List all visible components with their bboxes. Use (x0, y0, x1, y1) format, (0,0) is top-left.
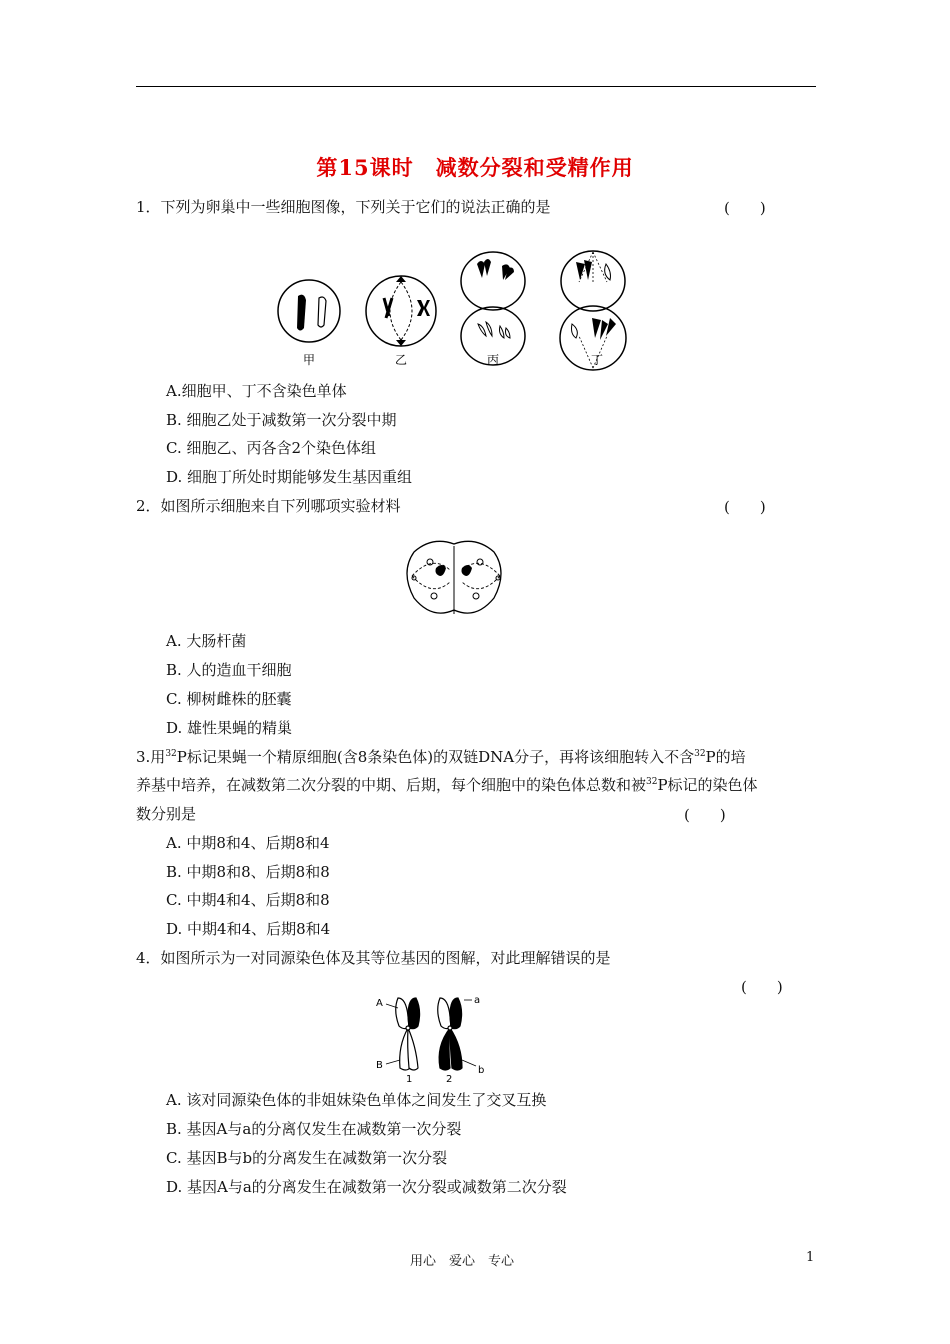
q1-option-a: A.细胞甲、丁不含染色单体 (166, 382, 347, 400)
page-number: 1 (806, 1250, 815, 1265)
gene-label-A: A (376, 998, 383, 1009)
q3-option-d: D. 中期4和4、后期8和4 (166, 920, 331, 938)
q3-option-a: A. 中期8和4、后期8和4 (166, 834, 330, 852)
figure-label-jia: 甲 (303, 353, 316, 367)
chromosome-label-2: 2 (446, 1074, 453, 1084)
q3-option-b: B. 中期8和8、后期8和8 (166, 863, 330, 881)
q4-option-a: A. 该对同源染色体的非姐妹染色单体之间发生了交叉互换 (166, 1091, 547, 1109)
figure-label-yi: 乙 (395, 353, 408, 367)
q1-option-d: D. 细胞丁所处时期能够发生基因重组 (166, 468, 413, 486)
q2-option-a: A. 大肠杆菌 (166, 632, 247, 650)
question-3-stem-line-1: 3.用$^{32}$P标记果蝇一个精原细胞(含8条染色体)的双链DNA分子，再将该细胞转入不含$^{32}$P的培 (136, 748, 746, 766)
q2-option-b: B. 人的造血干细胞 (166, 661, 292, 679)
question-2-answer-paren: ( ) (724, 498, 766, 516)
q4-option-b: B. 基因A与a的分离仅发生在减数第一次分裂 (166, 1120, 462, 1138)
q2-option-d: D. 雄性果蝇的精巢 (166, 719, 293, 737)
gene-label-b: b (478, 1065, 485, 1076)
figure-label-bing: 丙 (487, 353, 500, 367)
gene-label-B: B (376, 1060, 383, 1071)
question-1-cell-figures (270, 238, 640, 373)
q4-option-d: D. 基因A与a的分离发生在减数第一次分裂或减数第二次分裂 (166, 1178, 567, 1196)
question-4-chromosome-figure (372, 994, 492, 1084)
question-4-stem: 4．如图所示为一对同源染色体及其等位基因的图解，对此理解错误的是 (136, 949, 611, 967)
header-rule (136, 86, 816, 87)
question-4-answer-paren: ( ) (741, 978, 783, 996)
question-3-stem-line-3: 数分别是 (136, 805, 197, 823)
question-2-stem: 2．如图所示细胞来自下列哪项实验材料 (136, 497, 401, 515)
q1-option-b: B. 细胞乙处于减数第一次分裂中期 (166, 411, 397, 429)
question-1-answer-paren: ( ) (724, 199, 766, 217)
q4-option-c: C. 基因B与b的分离发生在减数第一次分裂 (166, 1149, 448, 1167)
figure-label-ding: 丁 (591, 353, 604, 367)
question-3-answer-paren: ( ) (684, 806, 726, 824)
question-3-stem-line-2: 养基中培养，在减数第二次分裂的中期、后期，每个细胞中的染色体总数和被$^{32}$P标记的染色体 (136, 776, 758, 794)
chromosome-label-1: 1 (406, 1074, 413, 1084)
question-1-stem: 1．下列为卵巢中一些细胞图像，下列关于它们的说法正确的是 (136, 198, 551, 216)
page-title: 第15课时 减数分裂和受精作用 (316, 155, 634, 180)
q3-option-c: C. 中期4和4、后期8和8 (166, 891, 330, 909)
gene-label-a: a (474, 995, 481, 1006)
q2-option-c: C. 柳树雌株的胚囊 (166, 690, 292, 708)
q1-option-c: C. 细胞乙、丙各含2个染色体组 (166, 439, 377, 457)
question-2-cell-figure (404, 538, 508, 622)
footer-slogan: 用心 爱心 专心 (410, 1254, 515, 1269)
